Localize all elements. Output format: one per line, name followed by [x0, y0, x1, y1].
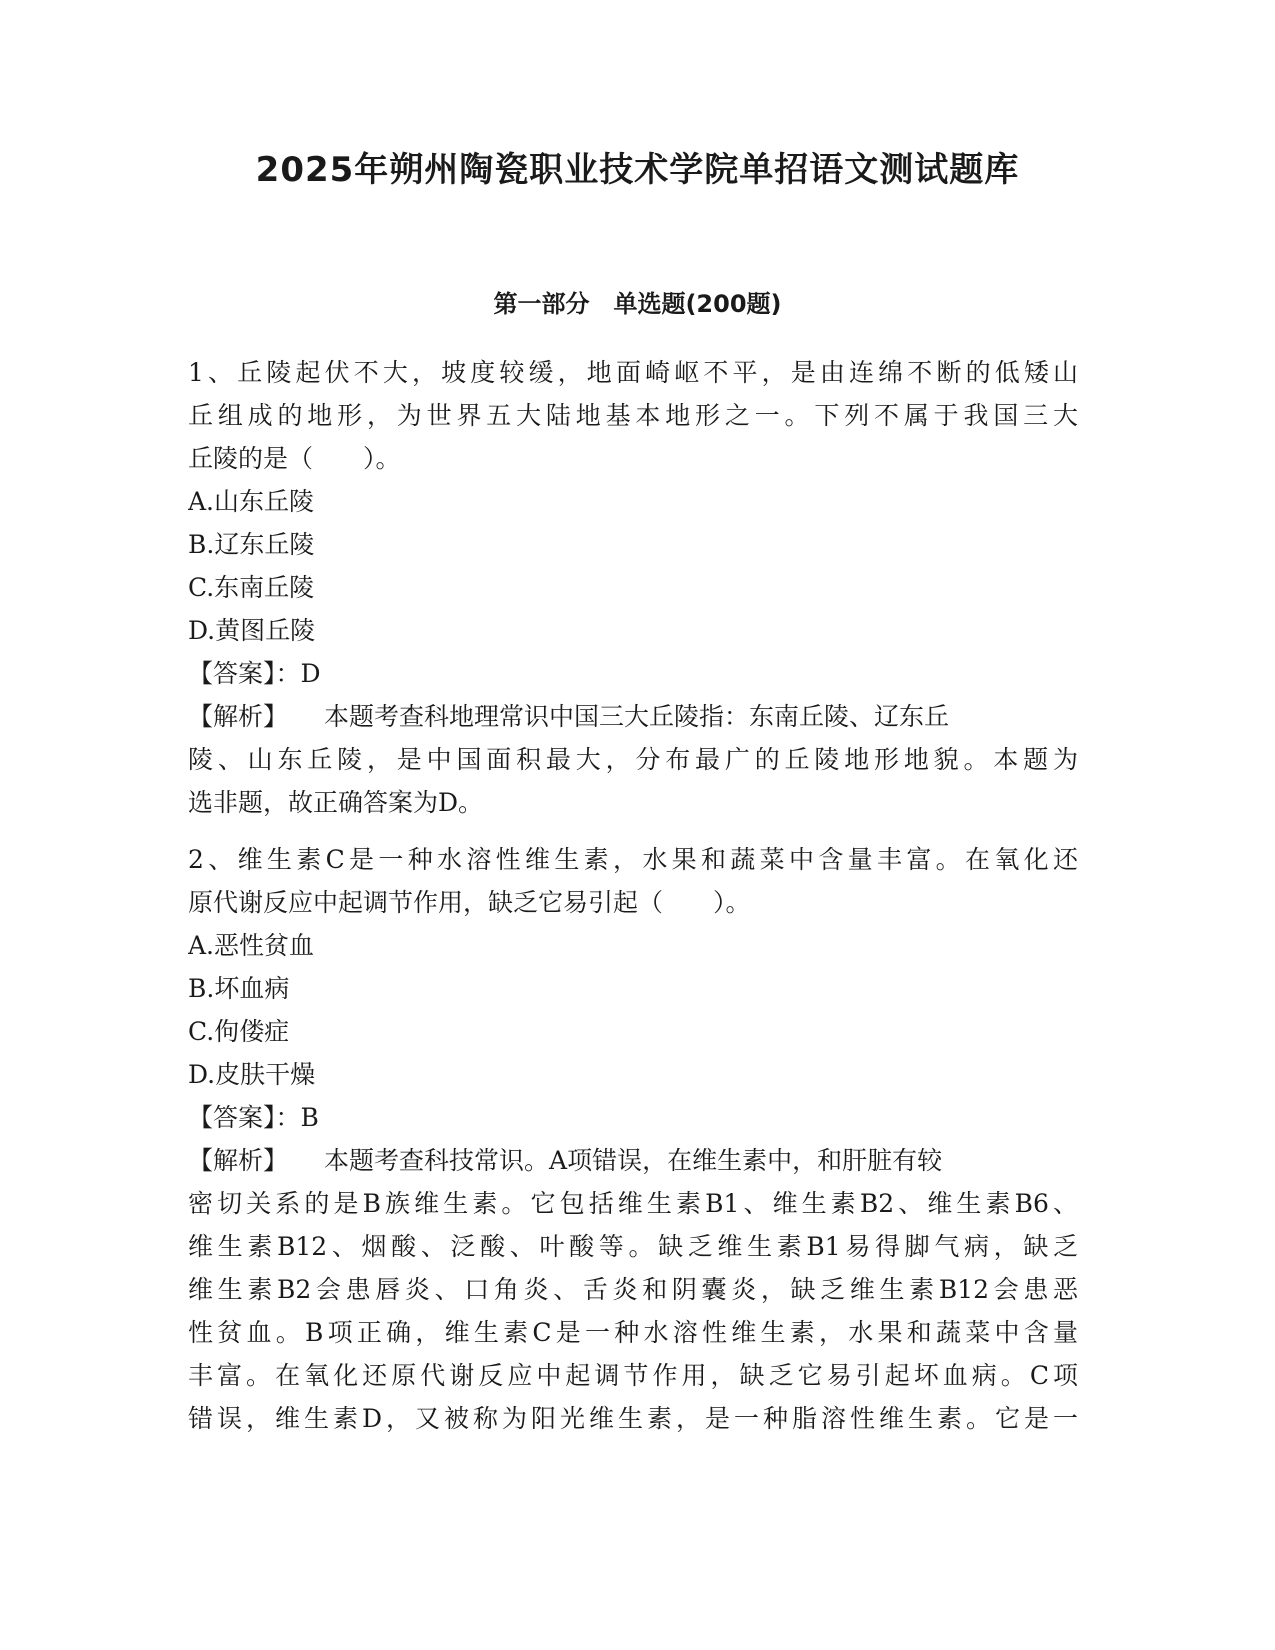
option-c: C.东南丘陵 — [188, 573, 315, 602]
question-stem-line: 2、维生素C是一种水溶性维生素，水果和蔬菜中含量丰富。在氧化还 — [188, 845, 1078, 874]
answer-value: B — [300, 1103, 319, 1132]
analysis-line: 陵、山东丘陵，是中国面积最大，分布最广的丘陵地形地貌。本题为 — [188, 745, 1078, 774]
analysis-line: 丰富。在氧化还原代谢反应中起调节作用，缺乏它易引起坏血病。C项 — [188, 1361, 1078, 1390]
question-2 — [188, 838, 1078, 1440]
question-stem-line: 丘组成的地形，为世界五大陆地基本地形之一。下列不属于我国三大 — [188, 401, 1078, 430]
analysis-text: 本题考查科地理常识中国三大丘陵指：东南丘陵、辽东丘 — [324, 702, 950, 731]
question-stem-line: 丘陵的是（ ）。 — [188, 444, 401, 473]
option-a: A.山东丘陵 — [188, 487, 315, 516]
option-b: B.坏血病 — [188, 974, 290, 1003]
analysis-line: 选非题，故正确答案为D。 — [188, 788, 484, 817]
analysis-line: 维生素B12、烟酸、泛酸、叶酸等。缺乏维生素B1易得脚气病，缺乏 — [188, 1232, 1078, 1261]
question-1 — [188, 351, 1078, 824]
section-title: 第一部分 单选题(200题) — [493, 290, 782, 318]
answer-value: D — [300, 659, 321, 688]
analysis-text: 本题考查科技常识。A项错误，在维生素中，和肝脏有较 — [324, 1146, 943, 1175]
analysis-label: 【解析】 — [188, 1146, 289, 1175]
answer-line — [188, 1096, 1078, 1139]
document-body — [188, 351, 1078, 1440]
question-stem-line: 原代谢反应中起调节作用，缺乏它易引起（ ）。 — [188, 888, 751, 917]
question-stem-line: 1、丘陵起伏不大，坡度较缓，地面崎岖不平，是由连绵不断的低矮山 — [188, 358, 1078, 387]
option-d: D.黄图丘陵 — [188, 616, 316, 645]
analysis-line: 性贫血。B项正确，维生素C是一种水溶性维生素，水果和蔬菜中含量 — [188, 1318, 1078, 1347]
answer-line — [188, 652, 1078, 695]
analysis-line — [188, 1139, 1078, 1182]
document-title: 2025年朔州陶瓷职业技术学院单招语文测试题库 — [255, 150, 1020, 190]
answer-label: 【答案】： — [188, 659, 301, 688]
analysis-line: 密切关系的是B族维生素。它包括维生素B1、维生素B2、维生素B6、 — [188, 1189, 1078, 1218]
analysis-line: 错误，维生素D，又被称为阳光维生素，是一种脂溶性维生素。它是一 — [188, 1404, 1078, 1433]
option-d: D.皮肤干燥 — [188, 1060, 316, 1089]
answer-label: 【答案】： — [188, 1103, 301, 1132]
option-a: A.恶性贫血 — [188, 931, 315, 960]
option-b: B.辽东丘陵 — [188, 530, 315, 559]
option-c: C.佝偻症 — [188, 1017, 290, 1046]
analysis-label: 【解析】 — [188, 702, 289, 731]
analysis-line: 维生素B2会患唇炎、口角炎、舌炎和阴囊炎，缺乏维生素B12会患恶 — [188, 1275, 1078, 1304]
analysis-line — [188, 695, 1078, 738]
